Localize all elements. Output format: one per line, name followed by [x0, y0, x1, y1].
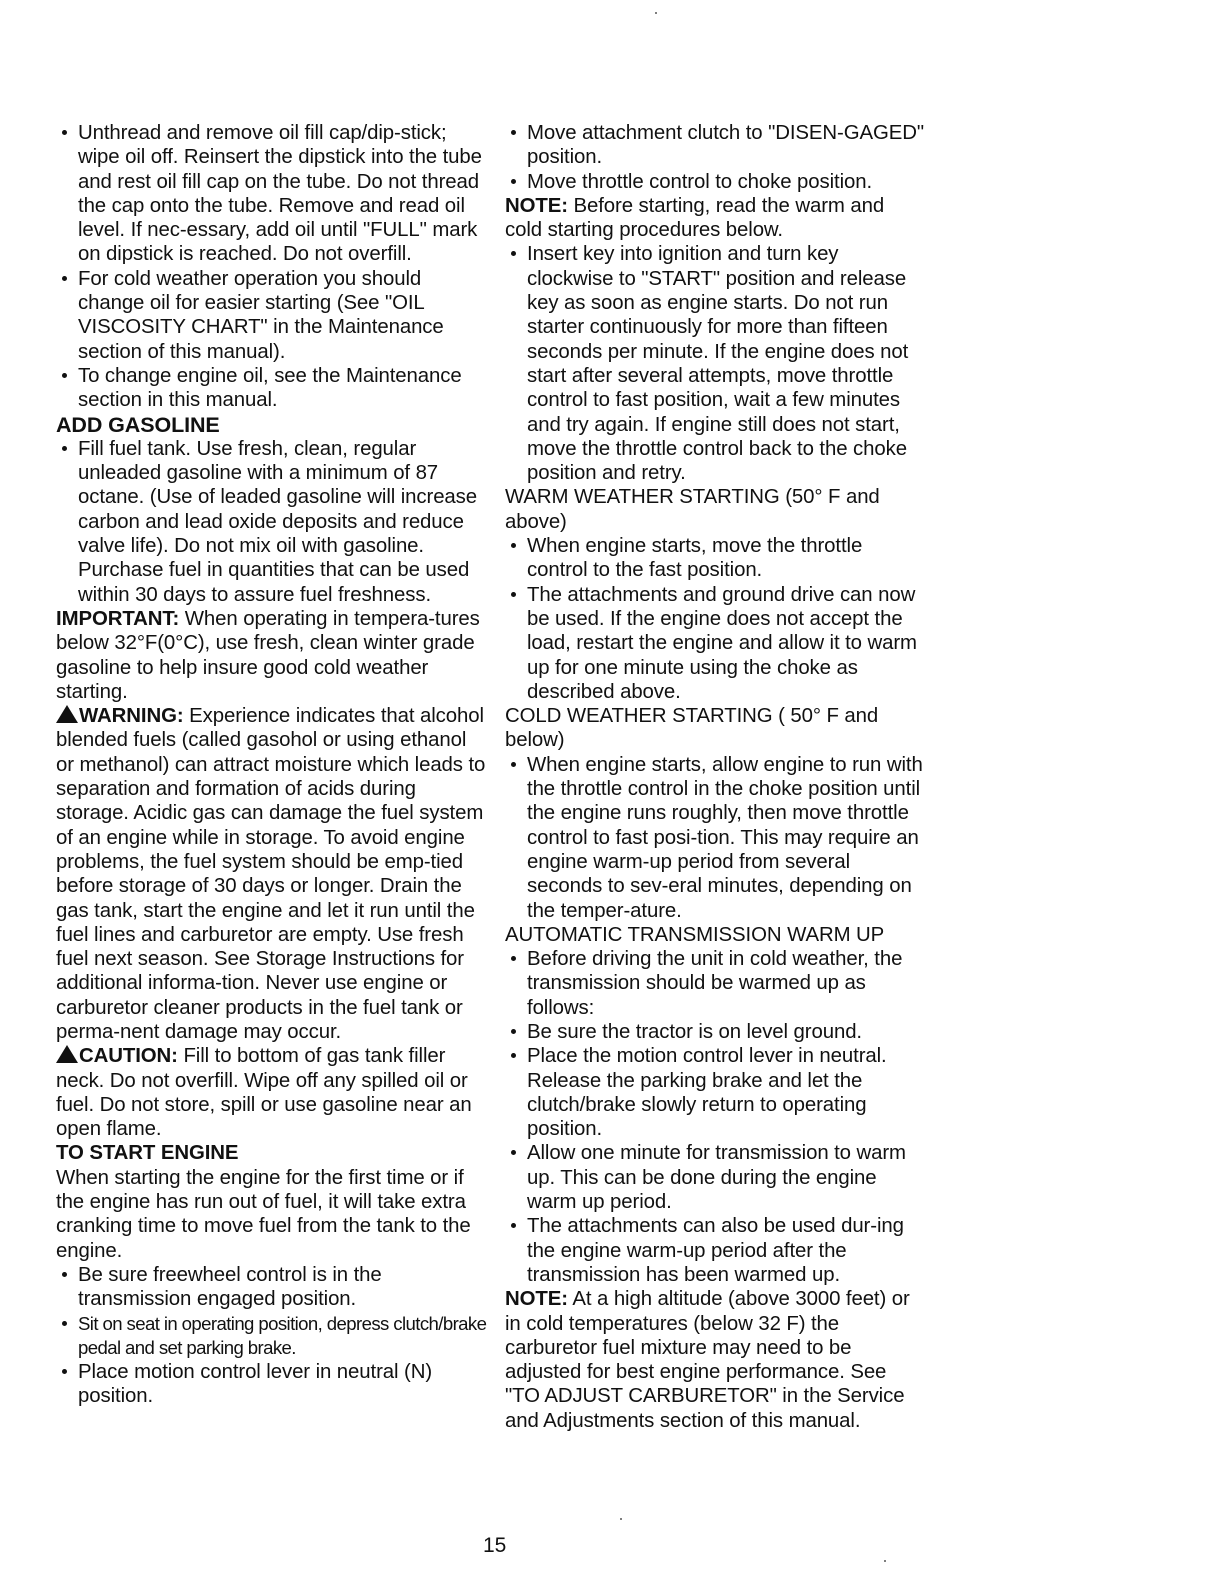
- warning-label: WARNING:: [79, 705, 184, 728]
- important-paragraph: [56, 607, 488, 704]
- note-label: NOTE:: [505, 1288, 568, 1311]
- level-ground-bullet: Be sure the tractor is on level ground.: [505, 1020, 925, 1044]
- warm-engine-starts-bullet: When engine starts, move the throttle control to the fast position.: [505, 534, 925, 583]
- change-oil-bullet: To change engine oil, see the Maintenance section in this manual.: [56, 364, 488, 413]
- fill-fuel-bullet: Fill fuel tank. Use fresh, clean, regular unleaded gasoline with a minimum of 87 octane. (Use of leaded gasoline will increase carbon and lead oxide deposits and reduce valve life). Do not mix oil with gasoline. Purchase fuel in quantities that can be used within 30 days to assure fuel freshness.: [56, 437, 488, 607]
- warning-triangle-icon: [56, 705, 78, 723]
- scan-speck: [655, 12, 657, 14]
- important-text: When operating in tempera-tures below 32°F(0°C), use fresh, clean winter grade gasoline to help insure good cold weather starting.: [56, 607, 480, 703]
- warning-text: Experience indicates that alcohol blended fuels (called gasohol or using ethanol or methanol) can attract moisture which leads to separation and formation of acids during storage. Acidic gas can damage the fuel system of an engine while in storage. To avoid engine problems, the fuel system should be emp-tied before storage of 30 days or longer. Drain the gas tank, start the engine and let it run until the fuel lines and carburetor are empty. Use fresh fuel next season. See Storage Instructions for additional informa-tion. Never use engine or carburetor cleaner products in the fuel tank or perma-nent damage may occur.: [56, 705, 486, 1043]
- allow-one-minute-bullet: Allow one minute for transmission to warm up. This can be done during the engine warm up period.: [505, 1141, 925, 1214]
- before-driving-bullet: Before driving the unit in cold weather, the transmission should be warmed up as follows:: [505, 947, 925, 1020]
- important-label: IMPORTANT:: [56, 607, 180, 630]
- cold-engine-starts-bullet: When engine starts, allow engine to run with the throttle control in the choke position until the engine runs roughly, then move throttle control to fast posi-tion. This may require an engine warm-up period from several seconds to sev-eral minutes, depending on the temper-ature.: [505, 753, 925, 923]
- warning-paragraph: [56, 704, 488, 1044]
- warm-weather-heading: WARM WEATHER STARTING (50° F and above): [505, 486, 880, 533]
- note-text: At a high altitude (above 3000 feet) or in cold temperatures (below 32 F) the carburetor fuel mixture may need to be adjusted for best engine performance. See "TO ADJUST CARBURETOR" in the Service and Adjustments section of this manual.: [505, 1288, 910, 1432]
- note-before-starting: [505, 194, 925, 243]
- caution-paragraph: [56, 1044, 488, 1141]
- page-number: 15: [483, 1534, 507, 1557]
- attachments-during-warmup-bullet: The attachments can also be used dur-ing the engine warm-up period after the transmission has been warmed up.: [505, 1214, 925, 1287]
- attachment-clutch-bullet: Move attachment clutch to "DISEN-GAGED" position.: [505, 121, 925, 170]
- add-gasoline-heading: ADD GASOLINE: [56, 412, 220, 437]
- insert-key-bullet: Insert key into ignition and turn key clockwise to "START" position and release key as soon as engine starts. Do not run starter continuously for more than fifteen seconds per minute. If the engine does not start after several attempts, move throttle control to fast position, wait a few minutes and try again. If engine still does not start, move the throttle control back to the choke position and retry.: [505, 242, 925, 485]
- right-column: [505, 121, 925, 1433]
- first-start-paragraph: When starting the engine for the first time or if the engine has run out of fuel, it will take extra cranking time to move fuel from the tank to the engine.: [56, 1166, 471, 1262]
- left-column: [56, 121, 488, 1409]
- auto-transmission-heading: AUTOMATIC TRANSMISSION WARM UP: [505, 923, 885, 946]
- freewheel-bullet: Be sure freewheel control is in the transmission engaged position.: [56, 1263, 488, 1312]
- caution-text: Fill to bottom of gas tank filler neck. Do not overfill. Wipe off any spilled oil or fuel. Do not store, spill or use gasoline near an open flame.: [56, 1045, 472, 1141]
- sit-on-seat-bullet: Sit on seat in operating position, depress clutch/brake pedal and set parking brake.: [56, 1312, 488, 1361]
- note-high-altitude: [505, 1287, 925, 1433]
- oil-dipstick-bullet: Unthread and remove oil fill cap/dip-stick; wipe oil off. Reinsert the dipstick into the tube and rest oil fill cap on the tube. Do not thread the cap onto the tube. Remove and read oil level. If nec-essary, add oil until "FULL" mark on dipstick is reached. Do not overfill.: [56, 121, 488, 267]
- cold-weather-heading: COLD WEATHER STARTING ( 50° F and below): [505, 705, 879, 752]
- cold-weather-oil-bullet: For cold weather operation you should change oil for easier starting (See "OIL VISCOSITY CHART" in the Maintenance section of this manual).: [56, 267, 488, 364]
- note-text: Before starting, read the warm and cold starting procedures below.: [505, 194, 885, 242]
- motion-control-neutral-bullet: Place motion control lever in neutral (N) position.: [56, 1360, 488, 1409]
- throttle-choke-bullet: Move throttle control to choke position.: [505, 170, 925, 194]
- caution-label: CAUTION:: [79, 1045, 178, 1068]
- scan-speck: [884, 1560, 886, 1562]
- warm-attachments-bullet: The attachments and ground drive can now be used. If the engine does not accept the load, restart the engine and allow it to warm up for one minute using the choke as described above.: [505, 583, 925, 704]
- note-label: NOTE:: [505, 194, 568, 217]
- motion-lever-neutral-bullet: Place the motion control lever in neutral. Release the parking brake and let the clutch/brake slowly return to operating position.: [505, 1044, 925, 1141]
- to-start-engine-heading: TO START ENGINE: [56, 1142, 239, 1165]
- scan-speck: [620, 1518, 622, 1520]
- caution-triangle-icon: [56, 1045, 78, 1063]
